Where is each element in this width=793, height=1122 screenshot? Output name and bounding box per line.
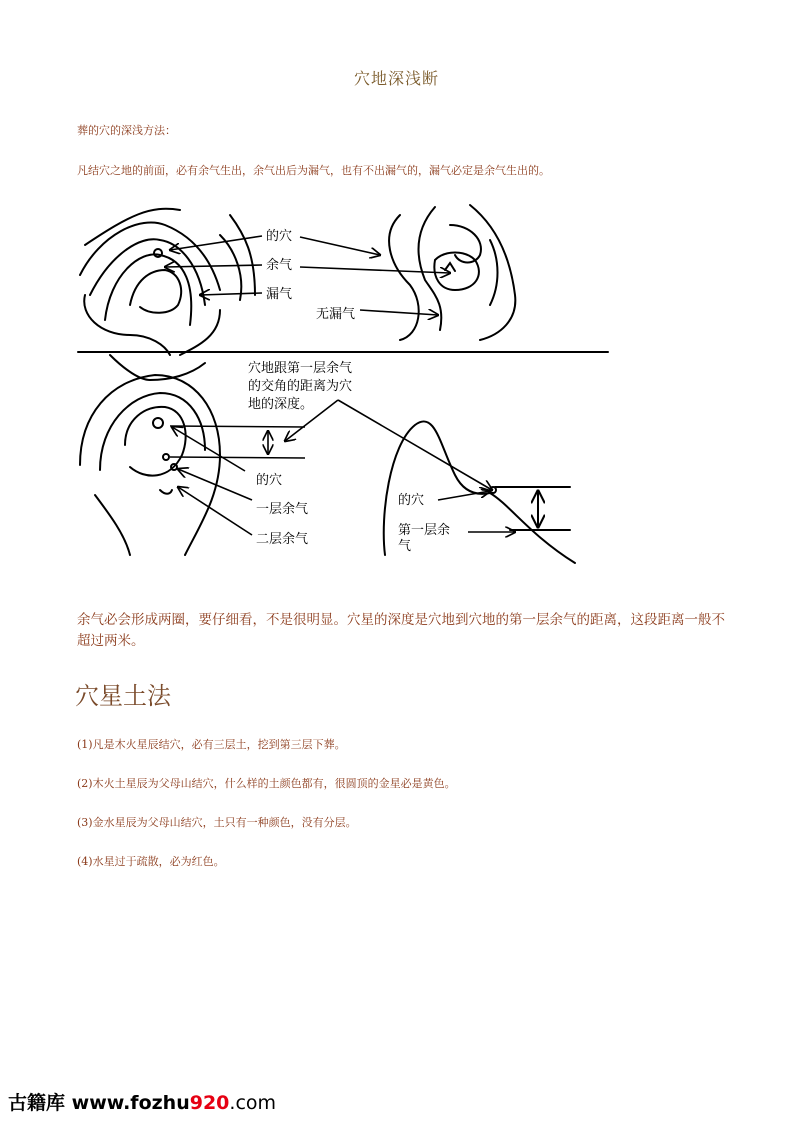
label-yu-qi: 余气 (266, 258, 293, 273)
intro-text: 凡结穴之地的前面，必有余气生出，余气出后为漏气，也有不出漏气的，漏气必定是余气生出的。 (77, 164, 550, 177)
rule-item-3: (3)金水星辰为父母山结穴，土只有一种颜色，没有分层。 (77, 816, 357, 829)
label-depth-note-line3: 地的深度。 (248, 397, 314, 412)
rule-item-4: (4)水星过于疏散，必为红色。 (77, 855, 225, 868)
label-de-xue-top: 的穴 (266, 229, 293, 244)
label-qi: 气 (398, 539, 412, 554)
explanation-paragraph: 余气必会形成两圈，要仔细看，不是很明显。穴星的深度是穴地到穴地的第一层余气的距离，这段距离一般不超过两米。 (77, 612, 725, 649)
label-yi-ceng-yu-qi: 一层余气 (256, 502, 309, 517)
section-heading: 穴星土法 (75, 682, 171, 710)
footer-url-suffix: .com (229, 1092, 277, 1114)
intro-heading: 葬的穴的深浅方法： (77, 124, 176, 137)
label-wu-lou-qi: 无漏气 (316, 307, 356, 322)
page-title: 穴地深浅断 (353, 69, 439, 88)
bottom-left-contour-sketch (80, 355, 220, 555)
label-depth-note-line2: 的交角的距离为穴 (248, 379, 353, 394)
footer-url-number: 920 (189, 1092, 230, 1114)
label-lou-qi: 漏气 (266, 287, 293, 302)
label-di-yi-ceng-yu: 第一层余 (398, 523, 451, 538)
footer-url-prefix: www.fozhu (71, 1092, 190, 1114)
label-depth-note-line1: 穴地跟第一层余气 (248, 361, 353, 376)
label-de-xue-bottom-left: 的穴 (256, 473, 283, 488)
top-left-contour-sketch (80, 209, 255, 355)
rule-item-1: (1)凡是木火星辰结穴，必有三层土，挖到第三层下葬。 (77, 738, 346, 751)
top-right-contour-sketch (389, 205, 515, 340)
label-de-xue-bottom-right: 的穴 (398, 493, 425, 508)
rule-item-2: (2)木火土星辰为父母山结穴，什么样的土颜色都有，很圆顶的金星必是黄色。 (77, 777, 456, 790)
footer-brand: 古籍库 (8, 1092, 66, 1114)
footer-watermark (8, 1088, 276, 1115)
label-er-ceng-yu-qi: 二层余气 (256, 532, 309, 547)
acupoint-depth-diagram (70, 195, 610, 570)
